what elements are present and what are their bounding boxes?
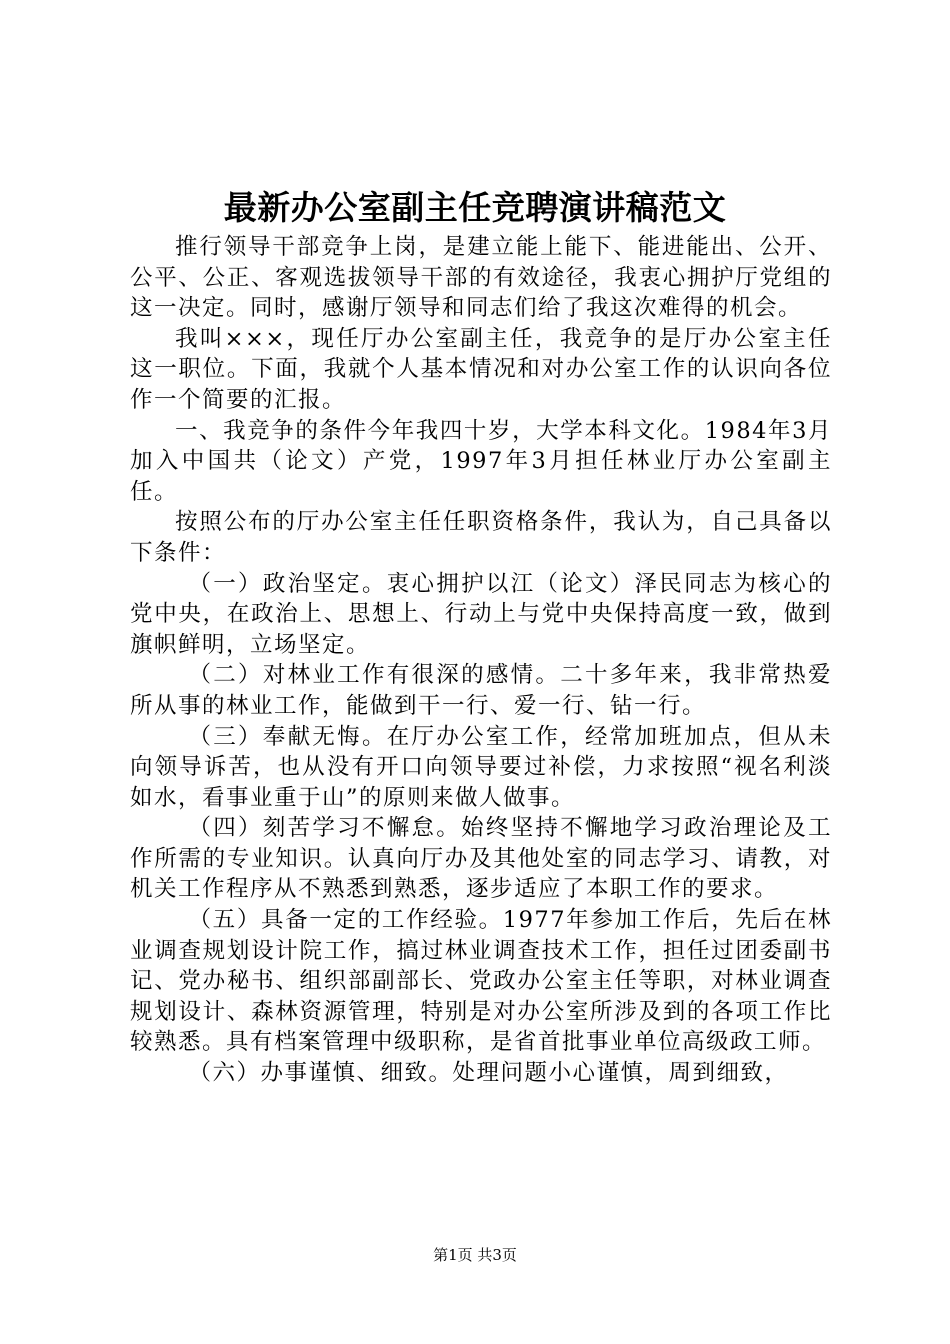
paragraph-intro: 推行领导干部竞争上岗，是建立能上能下、能进能出、公开、公平、公正、客观选拔领导干部的有效途径，我衷心拥护厅党组的这一决定。同时，感谢厅领导和同志们给了我这次难得的机会。 (130, 234, 832, 322)
paragraph-item-3: （三）奉献无悔。在厅办公室工作，经常加班加点，但从未向领导诉苦，也从没有开口向领导要过补偿，力求按照“视名利淡如水，看事业重于山”的原则来做人做事。 (130, 723, 832, 811)
document-title: 最新办公室副主任竞聘演讲稿范文 (223, 188, 727, 227)
paragraph-item-2: （二）对林业工作有很深的感情。二十多年来，我非常热爱所从事的林业工作，能做到干一行、爱一行、钻一行。 (130, 662, 832, 719)
paragraph-conditions-heading: 一、我竞争的条件今年我四十岁，大学本科文化。1984年3月加入中国共（论文）产党，1997年3月担任林业厅办公室副主任。 (130, 417, 832, 505)
document-body (130, 232, 832, 1089)
paragraph-item-1: （一）政治坚定。衷心拥护以江（论文）泽民同志为核心的党中央，在政治上、思想上、行动上与党中央保持高度一致，做到旗帜鲜明，立场坚定。 (130, 570, 832, 658)
paragraph-qualifications: 按照公布的厅办公室主任任职资格条件，我认为，自己具备以下条件： (130, 509, 832, 566)
paragraph-item-6: （六）办事谨慎、细致。处理问题小心谨慎，周到细致， (188, 1060, 789, 1087)
paragraph-item-5: （五）具备一定的工作经验。1977年参加工作后，先后在林业调查规划设计院工作，搞过林业调查技术工作，担任过团委副书记、党办秘书、组织部副部长、党政办公室主任等职，对林业调查规划设计、森林资源管理，特别是对办公室所涉及到的各项工作比较熟悉。具有档案管理中级职称，是省首批事业单位高级政工师。 (130, 907, 832, 1056)
page-number-footer: 第1页 共3页 (433, 1246, 517, 1264)
paragraph-item-4: （四）刻苦学习不懈怠。始终坚持不懈地学习政治理论及工作所需的专业知识。认真向厅办及其他处室的同志学习、请教，对机关工作程序从不熟悉到熟悉，逐步适应了本职工作的要求。 (130, 815, 832, 903)
paragraph-self-introduction: 我叫×××，现任厅办公室副主任，我竞争的是厅办公室主任这一职位。下面，我就个人基本情况和对办公室工作的认识向各位作一个简要的汇报。 (130, 325, 832, 413)
